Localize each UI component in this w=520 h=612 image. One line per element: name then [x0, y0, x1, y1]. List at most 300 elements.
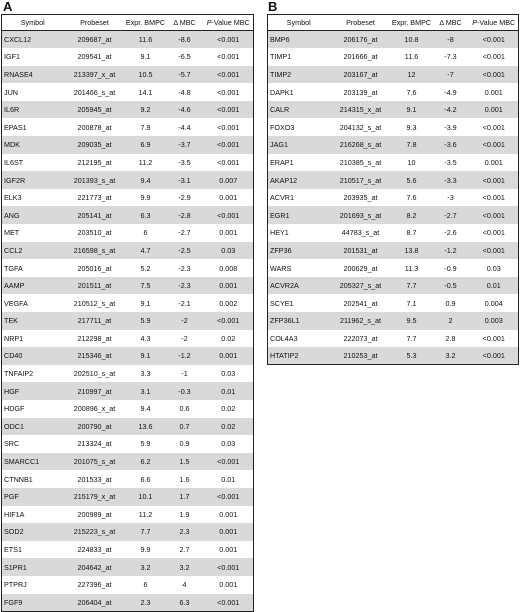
cell-p-value: 0.01: [221, 474, 236, 484]
cell-p-value: <0.001: [482, 52, 505, 62]
cell-delta-mbc: -3.5: [444, 157, 457, 167]
cell-probeset: 216598_s_at: [73, 245, 116, 255]
cell-p-value: <0.001: [482, 333, 505, 343]
table-row: [268, 312, 519, 330]
cell-expr-bmpc: 9.2: [140, 105, 151, 115]
cell-expr-bmpc: 6.6: [140, 474, 151, 484]
cell-p-value: 0.03: [221, 245, 236, 255]
cell-probeset: 222073_at: [343, 333, 378, 343]
cell-p-value: 0.001: [219, 351, 238, 361]
cell-delta-mbc: -2.1: [178, 298, 191, 308]
cell-p-value: 0.02: [221, 333, 236, 343]
cell-probeset: 200878_at: [77, 122, 112, 132]
cell-symbol: TIMP2: [270, 69, 292, 79]
table-row: [2, 224, 254, 242]
cell-symbol: BMP6: [270, 35, 290, 45]
cell-p-value: 0.001: [219, 527, 238, 537]
cell-delta-mbc: 0.9: [445, 298, 456, 308]
cell-probeset: 201466_s_at: [73, 87, 116, 97]
cell-delta-mbc: 0.6: [179, 404, 190, 414]
table-row: [268, 101, 519, 119]
table-row: [2, 365, 254, 383]
cell-probeset: 217711_at: [77, 316, 112, 326]
col-header-delta-mbc: Δ MBC: [166, 15, 204, 31]
cell-delta-mbc: -4.4: [178, 122, 191, 132]
gene-table-a: [1, 14, 254, 612]
cell-symbol: ELK3: [4, 193, 22, 203]
table-row: [268, 154, 519, 172]
cell-delta-mbc: -1.2: [178, 351, 191, 361]
cell-symbol: ACVR1: [270, 193, 294, 203]
cell-expr-bmpc: 13.8: [404, 245, 419, 255]
cell-expr-bmpc: 11.3: [404, 263, 419, 273]
table-row: [268, 277, 519, 295]
cell-delta-mbc: -0.9: [444, 263, 457, 273]
col-header-probeset: Probeset: [330, 15, 392, 31]
cell-symbol: ANG: [4, 210, 20, 220]
cell-symbol: PGF: [4, 492, 19, 502]
cell-symbol: VEGFA: [4, 298, 28, 308]
cell-expr-bmpc: 5.9: [140, 316, 151, 326]
cell-expr-bmpc: 6.3: [140, 210, 151, 220]
cell-probeset: 215179_x_at: [73, 492, 116, 502]
cell-p-value: <0.001: [482, 228, 505, 238]
cell-p-value: <0.001: [217, 69, 240, 79]
table-row: [2, 435, 254, 453]
cell-probeset: 203935_at: [343, 193, 378, 203]
cell-symbol: ZFP36L1: [270, 316, 300, 326]
col-header-delta-mbc: Δ MBC: [432, 15, 470, 31]
table-row: [2, 189, 254, 207]
table-row: [2, 470, 254, 488]
table-header-row: [2, 15, 254, 31]
cell-probeset: 213324_at: [77, 439, 112, 449]
cell-delta-mbc: -7: [447, 69, 454, 79]
cell-delta-mbc: -7.3: [444, 52, 457, 62]
cell-p-value: <0.001: [482, 69, 505, 79]
table-row: [2, 277, 254, 295]
cell-symbol: MET: [4, 228, 20, 238]
cell-p-value: 0.001: [219, 580, 238, 590]
cell-delta-mbc: -3.1: [178, 175, 191, 185]
cell-expr-bmpc: 12: [407, 69, 416, 79]
cell-symbol: TNFAIP2: [4, 369, 34, 379]
cell-p-value: 0.02: [221, 404, 236, 414]
cell-delta-mbc: -1: [181, 369, 188, 379]
table-row: [2, 31, 254, 49]
cell-expr-bmpc: 7.5: [140, 281, 151, 291]
cell-expr-bmpc: 4.3: [140, 333, 151, 343]
cell-p-value: 0.001: [219, 228, 238, 238]
cell-symbol: SRC: [4, 439, 20, 449]
cell-p-value: 0.007: [219, 175, 238, 185]
table-row: [2, 541, 254, 559]
cell-symbol: JAG1: [270, 140, 288, 150]
cell-symbol: HDGF: [4, 404, 25, 414]
cell-p-value: <0.001: [217, 35, 240, 45]
cell-probeset: 216268_s_at: [339, 140, 382, 150]
cell-delta-mbc: -2.7: [178, 228, 191, 238]
cell-expr-bmpc: 2.3: [140, 597, 151, 607]
cell-expr-bmpc: 13.6: [138, 421, 153, 431]
cell-probeset: 212298_at: [77, 333, 112, 343]
col-header-expr-bmpc: Expr. BMPC: [126, 15, 166, 31]
cell-expr-bmpc: 5.6: [406, 175, 417, 185]
cell-probeset: 213397_x_at: [73, 69, 116, 79]
cell-probeset: 214315_x_at: [339, 105, 382, 115]
cell-expr-bmpc: 9.9: [140, 193, 151, 203]
table-row: [268, 242, 519, 260]
table-row: [268, 294, 519, 312]
table-row: [2, 259, 254, 277]
table-row: [2, 347, 254, 365]
cell-probeset: 215223_s_at: [73, 527, 116, 537]
cell-p-value: <0.001: [217, 457, 240, 467]
cell-p-value: 0.03: [221, 439, 236, 449]
cell-expr-bmpc: 9.1: [140, 52, 151, 62]
table-body-b: [268, 31, 519, 365]
cell-delta-mbc: -2: [181, 316, 188, 326]
cell-p-value: <0.001: [217, 562, 240, 572]
cell-p-value: 0.001: [484, 105, 503, 115]
table-row: [268, 31, 519, 49]
cell-probeset: 204642_at: [77, 562, 112, 572]
cell-expr-bmpc: 7.7: [406, 281, 417, 291]
cell-expr-bmpc: 7.6: [406, 87, 417, 97]
cell-p-value: <0.001: [482, 351, 505, 361]
cell-delta-mbc: -4.2: [444, 105, 457, 115]
cell-p-value: <0.001: [482, 140, 505, 150]
table-row: [2, 101, 254, 119]
cell-expr-bmpc: 9.1: [406, 105, 417, 115]
cell-delta-mbc: 1.6: [179, 474, 190, 484]
cell-symbol: ERAP1: [270, 157, 294, 167]
table-row: [2, 48, 254, 66]
cell-delta-mbc: -8.6: [178, 35, 191, 45]
cell-delta-mbc: -4.9: [444, 87, 457, 97]
cell-delta-mbc: -2.3: [178, 281, 191, 291]
table-row: [2, 382, 254, 400]
cell-delta-mbc: -2.8: [178, 210, 191, 220]
table-row: [268, 171, 519, 189]
cell-p-value: 0.003: [484, 316, 503, 326]
cell-symbol: AKAP12: [270, 175, 298, 185]
cell-expr-bmpc: 8.2: [406, 210, 417, 220]
cell-probeset: 215346_at: [77, 351, 112, 361]
cell-delta-mbc: 2.7: [179, 545, 190, 555]
cell-symbol: NRP1: [4, 333, 24, 343]
table-row: [2, 558, 254, 576]
cell-probeset: 227396_at: [77, 580, 112, 590]
cell-expr-bmpc: 7.7: [140, 527, 151, 537]
cell-probeset: 201533_at: [77, 474, 112, 484]
cell-p-value: <0.001: [482, 175, 505, 185]
cell-probeset: 210997_at: [77, 386, 112, 396]
cell-delta-mbc: 1.5: [179, 457, 190, 467]
cell-p-value: 0.03: [486, 263, 501, 273]
cell-delta-mbc: -8: [447, 35, 454, 45]
table-row: [2, 136, 254, 154]
cell-p-value: <0.001: [482, 35, 505, 45]
cell-probeset: 44783_s_at: [341, 228, 380, 238]
cell-delta-mbc: -4.8: [178, 87, 191, 97]
cell-p-value: <0.001: [217, 316, 240, 326]
table-row: [268, 136, 519, 154]
table-row: [2, 488, 254, 506]
cell-probeset: 210253_at: [343, 351, 378, 361]
cell-symbol: HTATIP2: [270, 351, 299, 361]
cell-symbol: IGF2R: [4, 175, 26, 185]
cell-probeset: 210512_s_at: [73, 298, 116, 308]
cell-delta-mbc: -2.5: [178, 245, 191, 255]
cell-expr-bmpc: 5.3: [406, 351, 417, 361]
cell-symbol: FGF9: [4, 597, 23, 607]
cell-symbol: ETS1: [4, 545, 22, 555]
cell-expr-bmpc: 9.1: [140, 351, 151, 361]
cell-p-value: 0.01: [221, 386, 236, 396]
cell-symbol: HEY1: [270, 228, 289, 238]
cell-delta-mbc: -5.7: [178, 69, 191, 79]
cell-delta-mbc: -3: [447, 193, 454, 203]
cell-symbol: IGF1: [4, 52, 20, 62]
table-row: [2, 506, 254, 524]
cell-p-value: <0.001: [217, 140, 240, 150]
cell-symbol: EGR1: [270, 210, 290, 220]
cell-symbol: SOD2: [4, 527, 24, 537]
cell-symbol: CTNNB1: [4, 474, 33, 484]
cell-probeset: 200896_x_at: [73, 404, 116, 414]
cell-p-value: <0.001: [482, 193, 505, 203]
cell-probeset: 205945_at: [77, 105, 112, 115]
cell-symbol: CALR: [270, 105, 290, 115]
cell-p-value: 0.001: [219, 193, 238, 203]
table-row: [2, 171, 254, 189]
cell-probeset: 201693_s_at: [339, 210, 382, 220]
cell-expr-bmpc: 11.2: [138, 509, 153, 519]
cell-expr-bmpc: 11.2: [138, 157, 153, 167]
cell-probeset: 201666_at: [343, 52, 378, 62]
cell-symbol: IL6R: [4, 105, 20, 115]
cell-expr-bmpc: 10.5: [138, 69, 153, 79]
cell-delta-mbc: -2: [181, 333, 188, 343]
cell-p-value: 0.02: [221, 421, 236, 431]
cell-expr-bmpc: 6.2: [140, 457, 151, 467]
cell-probeset: 206176_at: [343, 35, 378, 45]
table-body-a: [2, 31, 254, 612]
cell-probeset: 224833_at: [77, 545, 112, 555]
cell-delta-mbc: 1.9: [179, 509, 190, 519]
table-row: [2, 83, 254, 101]
cell-probeset: 200629_at: [343, 263, 378, 273]
table-row: [2, 206, 254, 224]
cell-expr-bmpc: 9.1: [140, 298, 151, 308]
cell-symbol: WARS: [270, 263, 292, 273]
cell-delta-mbc: 1.7: [179, 492, 190, 502]
cell-probeset: 202510_s_at: [73, 369, 116, 379]
cell-symbol: CD40: [4, 351, 23, 361]
cell-symbol: PTPRJ: [4, 580, 27, 590]
cell-probeset: 209035_at: [77, 140, 112, 150]
cell-expr-bmpc: 9.4: [140, 175, 151, 185]
table-row: [268, 330, 519, 348]
cell-p-value: <0.001: [217, 157, 240, 167]
panel-b-label: B: [268, 0, 278, 14]
cell-p-value: <0.001: [217, 597, 240, 607]
cell-symbol: COL4A3: [270, 333, 298, 343]
cell-p-value: 0.01: [486, 281, 501, 291]
table-row: [268, 118, 519, 136]
cell-probeset: 201075_s_at: [73, 457, 116, 467]
table-header-row: [268, 15, 519, 31]
cell-symbol: JUN: [4, 87, 18, 97]
cell-probeset: 212195_at: [77, 157, 112, 167]
table-row: [268, 347, 519, 365]
table-row: [2, 312, 254, 330]
cell-delta-mbc: -6.5: [178, 52, 191, 62]
cell-symbol: EPAS1: [4, 122, 27, 132]
cell-p-value: <0.001: [217, 52, 240, 62]
cell-delta-mbc: -2.7: [444, 210, 457, 220]
cell-expr-bmpc: 7.8: [406, 140, 417, 150]
cell-expr-bmpc: 9.3: [406, 122, 417, 132]
cell-expr-bmpc: 3.2: [140, 562, 151, 572]
col-header-p-value: P-Value MBC: [470, 15, 519, 31]
cell-symbol: MDK: [4, 140, 20, 150]
cell-symbol: AAMP: [4, 281, 25, 291]
table-row: [268, 259, 519, 277]
cell-p-value: 0.001: [484, 157, 503, 167]
cell-delta-mbc: 2.8: [445, 333, 456, 343]
cell-probeset: 200989_at: [77, 509, 112, 519]
cell-probeset: 200790_at: [77, 421, 112, 431]
cell-expr-bmpc: 8.7: [406, 228, 417, 238]
table-row: [2, 418, 254, 436]
cell-delta-mbc: 6.3: [179, 597, 190, 607]
cell-delta-mbc: -0.5: [444, 281, 457, 291]
table-row: [2, 294, 254, 312]
cell-expr-bmpc: 6: [143, 228, 148, 238]
cell-probeset: 209687_at: [77, 35, 112, 45]
gene-table-b: [267, 14, 519, 365]
cell-expr-bmpc: 3.3: [140, 369, 151, 379]
cell-expr-bmpc: 11.6: [138, 35, 153, 45]
cell-probeset: 201531_at: [343, 245, 378, 255]
table-row: [2, 330, 254, 348]
cell-delta-mbc: 2.3: [179, 527, 190, 537]
cell-symbol: HGF: [4, 386, 20, 396]
cell-expr-bmpc: 5.9: [140, 439, 151, 449]
cell-expr-bmpc: 10: [407, 157, 416, 167]
cell-probeset: 210385_s_at: [339, 157, 382, 167]
cell-probeset: 202541_at: [343, 298, 378, 308]
cell-probeset: 203139_at: [343, 87, 378, 97]
cell-symbol: RNASE4: [4, 69, 33, 79]
cell-expr-bmpc: 11.6: [404, 52, 419, 62]
cell-expr-bmpc: 7.6: [406, 193, 417, 203]
cell-symbol: TGFA: [4, 263, 23, 273]
cell-expr-bmpc: 4.7: [140, 245, 151, 255]
table-row: [2, 118, 254, 136]
cell-probeset: 204132_s_at: [339, 122, 382, 132]
cell-probeset: 205141_at: [77, 210, 112, 220]
table-row: [268, 66, 519, 84]
table-row: [2, 594, 254, 612]
cell-symbol: TEK: [4, 316, 18, 326]
cell-p-value: <0.001: [217, 105, 240, 115]
table-row: [2, 400, 254, 418]
cell-p-value: <0.001: [217, 492, 240, 502]
panel-a-label: A: [3, 0, 13, 14]
table-row: [2, 242, 254, 260]
cell-expr-bmpc: 6.9: [140, 140, 151, 150]
table-row: [2, 154, 254, 172]
cell-symbol: CXCL12: [4, 35, 32, 45]
cell-symbol: SMARCC1: [4, 457, 40, 467]
cell-delta-mbc: -3.3: [444, 175, 457, 185]
cell-expr-bmpc: 7.7: [406, 333, 417, 343]
cell-symbol: ODC1: [4, 421, 24, 431]
cell-expr-bmpc: 7.1: [406, 298, 417, 308]
cell-symbol: ZFP36: [270, 245, 292, 255]
table-row: [268, 48, 519, 66]
cell-probeset: 201393_s_at: [73, 175, 116, 185]
cell-probeset: 203167_at: [343, 69, 378, 79]
cell-p-value: 0.001: [484, 87, 503, 97]
cell-probeset: 206404_at: [77, 597, 112, 607]
cell-delta-mbc: -2.6: [444, 228, 457, 238]
col-header-expr-bmpc: Expr. BMPC: [392, 15, 432, 31]
cell-delta-mbc: 2: [448, 316, 453, 326]
cell-p-value: 0.004: [484, 298, 503, 308]
cell-delta-mbc: -3.7: [178, 140, 191, 150]
cell-expr-bmpc: 7.9: [140, 122, 151, 132]
cell-p-value: <0.001: [482, 122, 505, 132]
cell-p-value: 0.008: [219, 263, 238, 273]
cell-expr-bmpc: 9.9: [140, 545, 151, 555]
cell-delta-mbc: 4: [182, 580, 187, 590]
cell-probeset: 210517_s_at: [339, 175, 382, 185]
cell-delta-mbc: -1.2: [444, 245, 457, 255]
cell-p-value: <0.001: [217, 122, 240, 132]
table-row: [2, 66, 254, 84]
col-header-symbol: Symbol: [2, 15, 64, 31]
cell-delta-mbc: 0.7: [179, 421, 190, 431]
cell-symbol: FOXO3: [270, 122, 295, 132]
cell-symbol: S1PR1: [4, 562, 27, 572]
cell-delta-mbc: -3.9: [444, 122, 457, 132]
cell-delta-mbc: -0.3: [178, 386, 191, 396]
cell-delta-mbc: 0.9: [179, 439, 190, 449]
cell-expr-bmpc: 5.2: [140, 263, 151, 273]
cell-p-value: 0.001: [219, 281, 238, 291]
cell-p-value: 0.002: [219, 298, 238, 308]
cell-delta-mbc: -3.5: [178, 157, 191, 167]
cell-p-value: <0.001: [217, 87, 240, 97]
col-header-probeset: Probeset: [64, 15, 126, 31]
cell-expr-bmpc: 10.8: [404, 35, 419, 45]
table-row: [268, 224, 519, 242]
cell-probeset: 209541_at: [77, 52, 112, 62]
cell-p-value: <0.001: [482, 210, 505, 220]
table-row: [2, 523, 254, 541]
cell-symbol: CCL2: [4, 245, 23, 255]
cell-probeset: 203510_at: [77, 228, 112, 238]
table-row: [2, 453, 254, 471]
cell-p-value: <0.001: [217, 210, 240, 220]
cell-symbol: ACVR2A: [270, 281, 299, 291]
cell-expr-bmpc: 6: [143, 580, 148, 590]
cell-p-value: 0.03: [221, 369, 236, 379]
